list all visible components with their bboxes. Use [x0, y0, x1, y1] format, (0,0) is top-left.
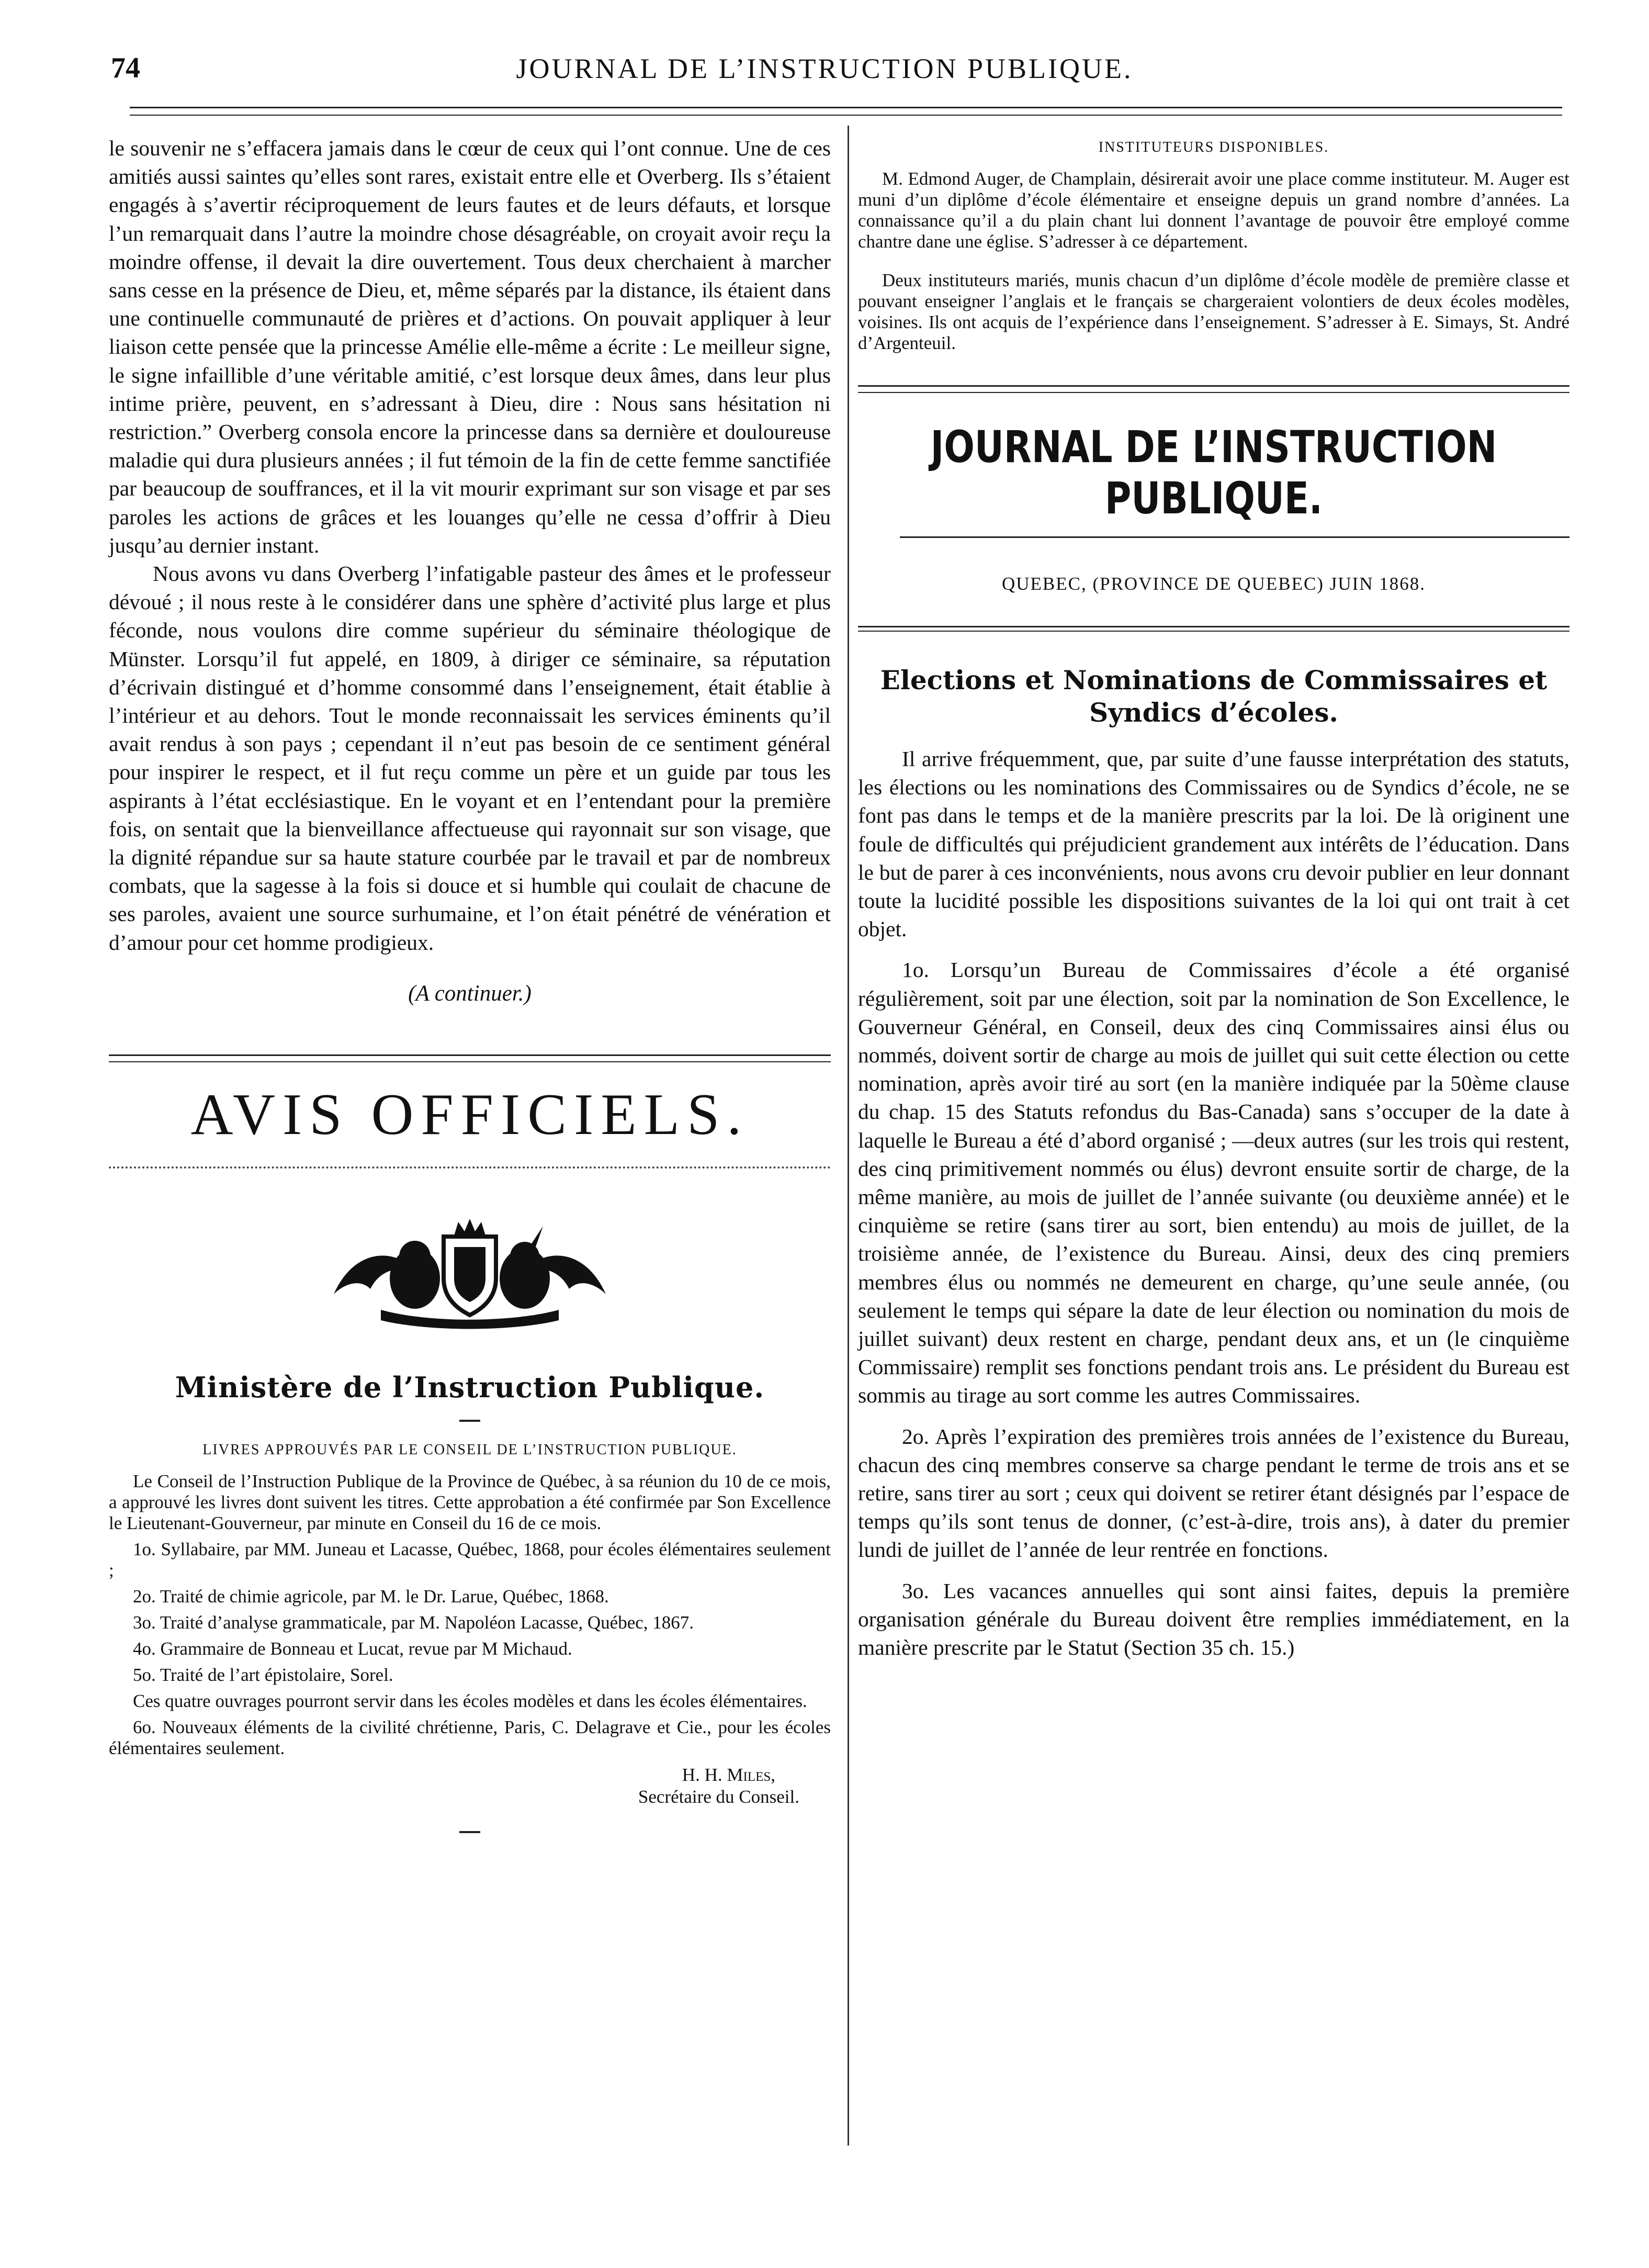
livres-notice: [109, 1471, 831, 1759]
instituteurs-notices: [858, 169, 1569, 354]
dateline: QUEBEC, (PROVINCE DE QUEBEC) JUIN 1868.: [1001, 574, 1426, 594]
notice-item: 4o. Grammaire de Bonneau et Lucat, revue par M Michaud.: [133, 1638, 572, 1659]
instituteurs-heading: INSTITUTEURS DISPONIBLES.: [1098, 139, 1329, 155]
notice-item: 5o. Traité de l’art épistolaire, Sorel.: [133, 1664, 393, 1685]
coat-of-arms-emblem: [323, 1216, 616, 1331]
notice-paragraph: Ces quatre ouvrages pourront servir dans les écoles modèles et dans les écoles élémentaires.: [133, 1690, 807, 1711]
right-column: [858, 134, 1569, 1661]
avis-officiels-title: AVIS OFFICIELS.: [190, 1082, 749, 1147]
article-paragraph: 1o. Lorsqu’un Bureau de Commissaires d’école a été organisé régulièrement, soit par une élection, soit par la nomination de Son Excellence, le Gouverneur Général, en Conseil, deux des cinq Commissaires ainsi élus ou nommés, doivent sortir de charge au mois de juillet qui suit cette élection ou cette nomination, après avoir tiré au sort (en la manière indiquée par la 50ème clause du chap. 15 des Statuts refondus du Bas-Canada) sans s’occuper de la date à laquelle le Bureau a été d’abord organisé ; —deux autres (sur les trois qui restent, des cinq primitivement nommés ou élus) devront ensuite sortir de charge, de la même manière, au mois de juillet de l’année suivante (ou deuxième année) et le cinquième se retire (sans tirer au sort, bien entendu) au mois de juillet, de la troisième année, de l’existence du Bureau. Ainsi, deux des cinq premiers membres élus ou nommés ne demeurent en charge, qu’une seule année, (ou seulement le temps qui sépare la date de leur élection ou nomination du mois de juillet suivant) deux restent en charge, pendant deux ans, et un (le cinquième Commissaire) remplit ses fonctions pendant trois ans. Le président du Bureau est sommis au tirage au sort comme les autres Commissaires.: [858, 958, 1569, 1408]
article-paragraph: 3o. Les vacances annuelles qui sont ainsi faites, depuis la première organisation générale du Bureau doivent être remplies immédiatement, en la manière prescrite par le Statut (Section 35 ch. 15.): [858, 1578, 1569, 1660]
left-column: [109, 134, 831, 1833]
short-rule: [459, 1420, 480, 1422]
section-rule: [858, 385, 1569, 393]
signature-block: [109, 1764, 831, 1808]
header-rule: [130, 107, 1562, 116]
instituteur-notice: M. Edmond Auger, de Champlain, désirerait avoir une place comme instituteur. M. Auger est muni d’un diplôme d’école élémentaire et enseigne depuis un grand nombre d’années. La connaissance qu’il a du plain chant lui donnent l’avantage de pouvoir être employé comme chantre dane une église. S’adresser à ce département.: [858, 169, 1569, 252]
section-rule: [109, 1054, 831, 1062]
notice-item: 2o. Traité de chimie agricole, par M. le Dr. Larue, Québec, 1868.: [133, 1586, 609, 1607]
dotted-rule: [109, 1166, 831, 1169]
section-title: Elections et Nominations de Commissaires et Syndics d’écoles.: [880, 665, 1548, 728]
elections-article: [858, 745, 1569, 1661]
notice-item: 3o. Traité d’analyse grammaticale, par M. Napoléon Lacasse, Québec, 1867.: [133, 1612, 694, 1633]
overberg-article: [109, 134, 831, 957]
ministere-heading: Ministère de l’Instruction Publique.: [175, 1370, 765, 1404]
dateline-rule: [858, 626, 1569, 632]
column-divider: [848, 126, 849, 2146]
article-paragraph: Nous avons vu dans Overberg l’infatigable pasteur des âmes et le professeur dévoué ; il nous reste à le considérer dans une sphère d’activité plus large et plus féconde, nous voulons dire comme supérieur du séminaire théologique de Münster. Lorsqu’il fut appelé, en 1809, à diriger ce séminaire, sa réputation d’écrivain distingué et d’homme consommé dans l’enseignement, était établie à l’intérieur et au dehors. Tout le monde reconnaissait les services éminents qu’il avait rendus à son pays ; cependant il n’eut pas besoin de ce sentiment général pour inspirer le respect, et il fut reçu comme un père et un guide par tous les aspirants à l’état ecclésiastique. En le voyant et en l’entendant pour la première fois, on sentait que la bienveillance affectueuse qui rayonnait sur son visage, que la dignité répandue sur sa haute stature courbée par le travail et par de nombreux combats, que la sagesse à la fois si douce et si humble qui coulait de chacune de ses paroles, avaient une source surhumaine, et l’on était pénétré de vénération et d’amour pour cet homme prodigieux.: [109, 562, 831, 955]
page-number: 74: [111, 52, 140, 84]
article-paragraph: 2o. Après l’expiration des premières trois années de l’existence du Bureau, chacun des cinq membres conserve sa charge pendant le terme de trois ans et se retire, sans tirer au sort ; ceux qui doivent se retirer étant désignés par l’espace de temps qu’ils sont tenus de donner, (c’est-à-dire, trois ans), à dater du premier lundi de juillet de l’année de leur rentrée en fonctions.: [858, 1424, 1569, 1562]
end-rule: [459, 1831, 480, 1833]
masthead-rule: [900, 536, 1569, 538]
article-paragraph: le souvenir ne s’effacera jamais dans le cœur de ceux qui l’ont connue. Une de ces amitiés aussi saintes qu’elles sont rares, existait entre elle et Overberg. Ils s’étaient engagés à s’avertir réciproquement de leurs fautes et de leurs défauts, et lorsque l’un remarquait dans l’autre la moindre chose désagréable, on croyait avoir reçu la moindre offense, il devait la dire ouvertement. Tous deux cherchaient à marcher sans cesse en la présence de Dieu, et, même séparés par la distance, ils étaient dans une continuelle communauté de prières et d’actions. On pouvait appliquer à leur liaison cette pensée que la princesse Amélie elle-même a écrite : Le meilleur signe, le signe infaillible d’une véritable amitié, c’est lorsque deux âmes, dans leur plus intime prière, peuvent, en s’adressant à Dieu, dire : Nous sans hésitation ni restriction.” Overberg consola encore la princesse dans sa dernière et douloureuse maladie qui dura plusieurs années ; il fut témoin de la fin de cette femme sanctifiée par beaucoup de souffrances, et il la vit mourir exprimant sur son visage et par ses paroles les actions de grâces et les louanges qu’elle ne cessa d’offrir à Dieu jusqu’au dernier instant.: [109, 136, 831, 557]
notice-item: 1o. Syllabaire, par MM. Juneau et Lacasse, Québec, 1868, pour écoles élémentaires seulement ;: [109, 1539, 831, 1580]
signature-name: H. H. Miles,: [682, 1764, 775, 1785]
instituteur-notice: Deux instituteurs mariés, munis chacun d’un diplôme d’école modèle de première classe et pouvant enseigner l’anglais et le français se chargeraient volontiers de deux écoles modèles, voisines. Ils ont acquis de l’expérience dans l’enseignement. S’adresser à E. Simays, St. André d’Argenteuil.: [858, 270, 1569, 353]
article-paragraph: Il arrive fréquemment, que, par suite d’une fausse interprétation des statuts, les élections ou les nominations des Commissaires ou de Syndics d’école, ne se font pas dans le temps et de la manière prescrits par la loi. De là originent une foule de difficultés qui préjudicient grandement aux intérêts de l’éducation. Dans le but de parer à ces inconvénients, nous avons cru devoir publier en leur donnant toute la lucidité possible les dispositions suivantes de la loi qui ont trait à cet objet.: [858, 747, 1569, 941]
signature-role: Secrétaire du Conseil.: [638, 1786, 799, 1807]
notice-paragraph: Le Conseil de l’Instruction Publique de la Province de Québec, à sa réunion du 10 de ce mois, a approuvé les livres dont suivent les titres. Cette approbation a été confirmée par Son Excellence le Lieutenant-Gouverneur, par minute en Conseil du 16 de ce mois.: [109, 1470, 831, 1533]
journal-masthead: JOURNAL DE L’INSTRUCTION PUBLIQUE.: [930, 421, 1497, 524]
running-title: JOURNAL DE L’INSTRUCTION PUBLIQUE.: [516, 53, 1133, 84]
notice-item: 6o. Nouveaux éléments de la civilité chrétienne, Paris, C. Delagrave et Cie., pour les écoles élémentaires seulement.: [109, 1716, 831, 1758]
livres-heading: LIVRES APPROUVÉS PAR LE CONSEIL DE L’INSTRUCTION PUBLIQUE.: [202, 1441, 737, 1458]
continued-note: (A continuer.): [408, 981, 532, 1006]
